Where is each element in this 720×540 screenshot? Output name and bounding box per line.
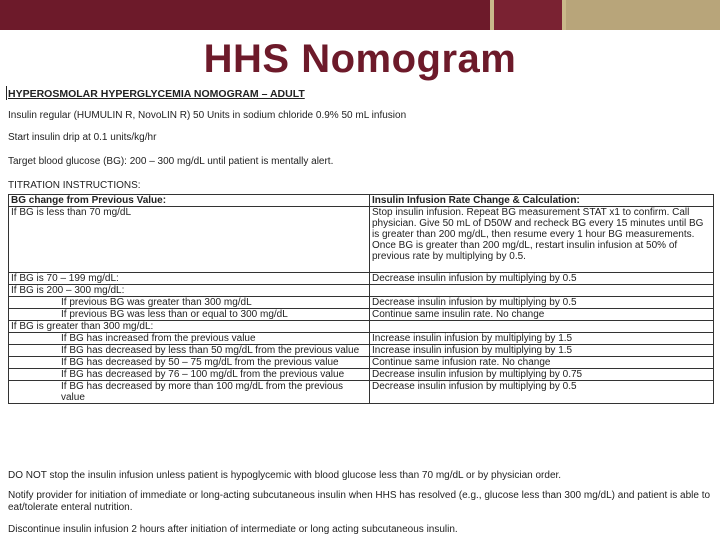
row-action: Decrease insulin infusion by multiplying by 0.5 bbox=[370, 297, 714, 309]
slide-top-bar bbox=[0, 0, 720, 30]
row-action bbox=[370, 285, 714, 297]
top-bar-maroon-segment-short bbox=[494, 0, 562, 30]
row-action: Decrease insulin infusion by multiplying by 0.5 bbox=[370, 381, 714, 404]
table-row bbox=[9, 369, 714, 381]
row-action: Stop insulin infusion. Repeat BG measurement STAT x1 to confirm. Call physician. Give 50 mL of D50W and recheck BG every 15 minutes until BG is greater than 200 mg/dL, then resume every 1 hour BG measurements. Once BG is greater than 200 mg/dL, restart insulin infusion at 50% of previous rate by multiplying by 0.5. bbox=[370, 207, 714, 273]
row-action: Continue same infusion rate. No change bbox=[370, 357, 714, 369]
row-condition: If BG has increased from the previous value bbox=[9, 333, 370, 345]
row-condition: If BG has decreased by 50 – 75 mg/dL from the previous value bbox=[9, 357, 370, 369]
row-condition: If BG is greater than 300 mg/dL: bbox=[9, 321, 370, 333]
start-rate-line: Start insulin drip at 0.1 units/kg/hr bbox=[8, 132, 157, 143]
row-action bbox=[370, 321, 714, 333]
top-bar-maroon-segment bbox=[0, 0, 490, 30]
slide-title: HHS Nomogram bbox=[203, 37, 517, 81]
row-condition: If BG is less than 70 mg/dL bbox=[9, 207, 370, 273]
row-condition: If BG has decreased by less than 50 mg/dL from the previous value bbox=[9, 345, 370, 357]
row-action: Decrease insulin infusion by multiplying by 0.5 bbox=[370, 273, 714, 285]
table-header-row bbox=[9, 195, 714, 207]
table-row bbox=[9, 297, 714, 309]
header-bg-change: BG change from Previous Value: bbox=[9, 195, 370, 207]
row-condition: If BG is 70 – 199 mg/dL: bbox=[9, 273, 370, 285]
row-condition: If BG is 200 – 300 mg/dL: bbox=[9, 285, 370, 297]
document-heading: HYPEROSMOLAR HYPERGLYCEMIA NOMOGRAM – ADULT bbox=[8, 88, 305, 100]
table-row bbox=[9, 273, 714, 285]
footer-note-discontinue: Discontinue insulin infusion 2 hours after initiation of intermediate or long acting subcutaneous insulin. bbox=[8, 524, 458, 535]
insulin-order-line: Insulin regular (HUMULIN R, NovoLIN R) 50 Units in sodium chloride 0.9% 50 mL infusion bbox=[8, 110, 407, 121]
target-bg-line: Target blood glucose (BG): 200 – 300 mg/dL until patient is mentally alert. bbox=[8, 156, 334, 167]
footer-note-do-not-stop: DO NOT stop the insulin infusion unless patient is hypoglycemic with blood glucose less than 70 mg/dL or by physician order. bbox=[8, 470, 562, 481]
header-rate-change: Insulin Infusion Rate Change & Calculation: bbox=[370, 195, 714, 207]
table-row bbox=[9, 309, 714, 321]
row-action: Increase insulin infusion by multiplying by 1.5 bbox=[370, 345, 714, 357]
table-row bbox=[9, 333, 714, 345]
footer-note-notify-provider: Notify provider for initiation of immediate or long-acting subcutaneous insulin when HHS has resolved (e.g., glucose less than 300 mg/dL) and patient is able to eat/tolerate enteral nutrition. bbox=[8, 490, 711, 513]
row-condition: If previous BG was greater than 300 mg/dL bbox=[9, 297, 370, 309]
table-row bbox=[9, 285, 714, 297]
top-bar-gold-segment bbox=[566, 0, 720, 30]
row-action: Increase insulin infusion by multiplying by 1.5 bbox=[370, 333, 714, 345]
table-row bbox=[9, 381, 714, 404]
table-row bbox=[9, 207, 714, 273]
titration-table bbox=[8, 194, 714, 404]
table-row bbox=[9, 321, 714, 333]
row-action: Continue same insulin rate. No change bbox=[370, 309, 714, 321]
titration-label: TITRATION INSTRUCTIONS: bbox=[8, 180, 141, 191]
row-condition: If previous BG was less than or equal to 300 mg/dL bbox=[9, 309, 370, 321]
row-action: Decrease insulin infusion by multiplying by 0.75 bbox=[370, 369, 714, 381]
row-condition: If BG has decreased by more than 100 mg/dL from the previous value bbox=[9, 381, 370, 404]
table-row bbox=[9, 345, 714, 357]
row-condition: If BG has decreased by 76 – 100 mg/dL from the previous value bbox=[9, 369, 370, 381]
table-row bbox=[9, 357, 714, 369]
